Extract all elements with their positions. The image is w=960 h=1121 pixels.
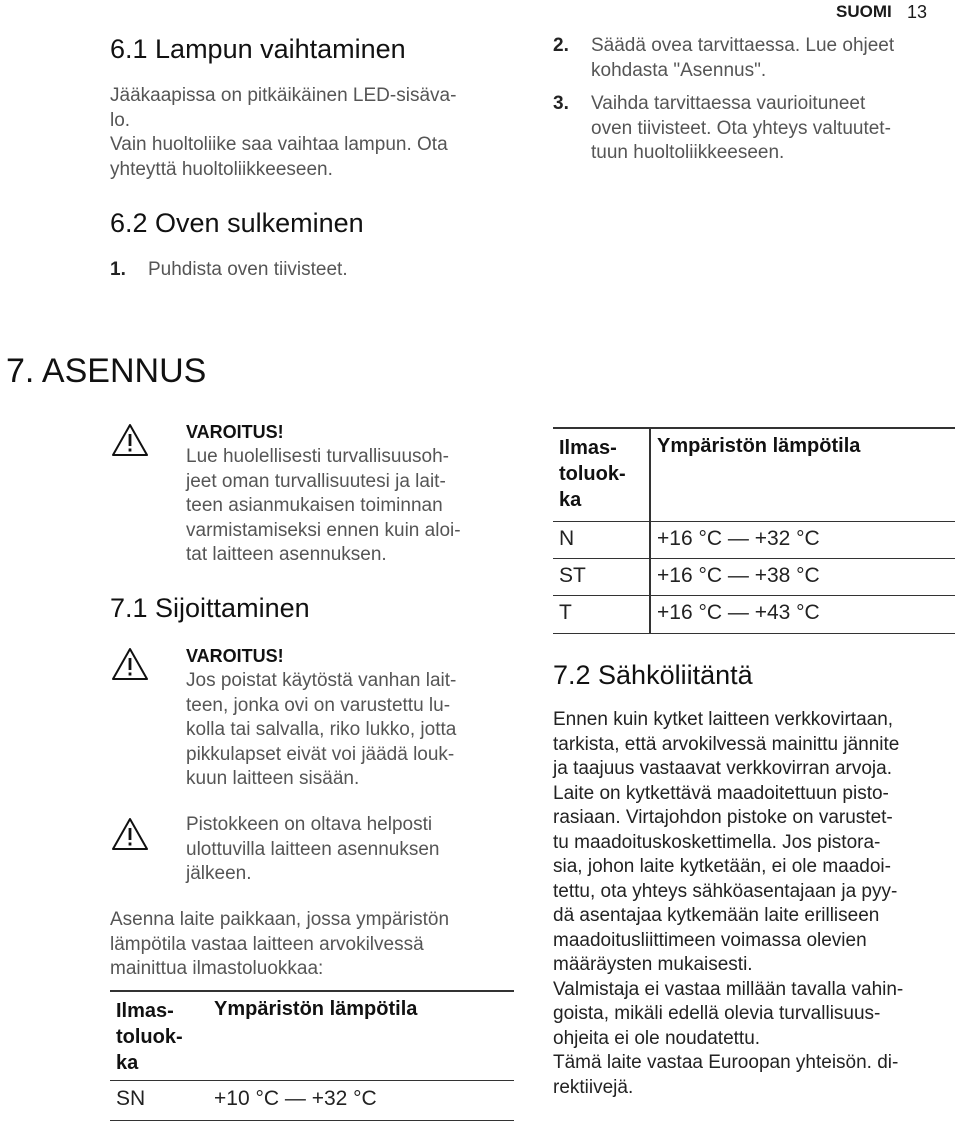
text-line: teen asianmukaisen toiminnan	[186, 495, 443, 516]
step-text: Puhdista oven tiivisteet.	[148, 259, 348, 280]
header-cell-class	[116, 998, 183, 1076]
section-6-2-title: 6.2 Oven sulkeminen	[110, 208, 364, 238]
text-line: Vain huoltoliike saa vaihtaa lampun. Ota	[110, 134, 448, 155]
warning-2-text	[186, 669, 516, 792]
step-text-line: oven tiivisteet. Ota yhteys valtuutet-	[591, 117, 891, 139]
header-line: toluok-	[116, 1026, 183, 1048]
header-line: toluok-	[559, 463, 626, 485]
text-line: dä asentajaa kytkemään laite erilliseen	[553, 905, 880, 926]
table-row	[553, 558, 955, 596]
text-line: ohjeita ei ole noudatettu.	[553, 1027, 761, 1049]
text-line: Laite on kytkettävä maadoitettuun pisto-	[553, 782, 889, 804]
warning-2-title: VAROITUS!	[186, 646, 284, 666]
step-number: 1.	[110, 259, 126, 280]
section-6-1-title: 6.1 Lampun vaihtaminen	[110, 34, 406, 64]
text-line: Tämä laite vastaa Euroopan yhteisön. di-	[553, 1052, 899, 1073]
warning-icon	[110, 422, 150, 458]
text-line: teen, jonka ovi on varustettu lu-	[186, 694, 451, 716]
step-number: 3.	[553, 93, 569, 114]
text-line: Ennen kuin kytket laitteen verkkovirtaan,	[553, 709, 894, 730]
text-line: jälkeen.	[186, 863, 252, 884]
text-line: tarkista, että arvokilvessä mainittu jännite	[553, 733, 900, 755]
warning-1-text	[186, 445, 516, 568]
section-7-2-title: 7.2 Sähköliitäntä	[553, 660, 753, 690]
text-line: Valmistaja ei vastaa millään tavalla vahin-	[553, 978, 904, 1000]
text-line: ulottuvilla laitteen asennuksen	[186, 838, 440, 860]
text-line: Asenna laite paikkaan, jossa ympäristön	[110, 909, 450, 930]
text-line: Lue huolellisesti turvallisuusoh-	[186, 446, 449, 467]
text-line: rektiivejä.	[553, 1076, 634, 1098]
header-cell-class	[559, 435, 626, 513]
text-line: tu maadoituskoskettimella. Jos pistora-	[553, 831, 881, 853]
table-header-row	[553, 429, 955, 521]
cell-temperature: +10 °C — +32 °C	[214, 1087, 377, 1110]
step-1	[110, 258, 530, 284]
text-line: ja taajuus vastaavat verkkovirran arvoja.	[553, 758, 892, 779]
text-line: goista, mikäli edellä olevia turvallisuus-	[553, 1003, 881, 1024]
step-text-line: kohdasta "Asennus".	[591, 59, 767, 81]
cell-class: N	[559, 527, 575, 550]
step-text-line: Säädä ovea tarvittaessa. Lue ohjeet	[591, 35, 895, 56]
placement-text	[110, 908, 530, 982]
text-line: sia, johon laite kytketään, ei ole maadoi-	[553, 856, 891, 877]
cell-temperature: +16 °C — +38 °C	[657, 564, 820, 587]
text-line: Jos poistat käytöstä vanhan lait-	[186, 670, 457, 691]
cell-temperature: +16 °C — +32 °C	[657, 527, 820, 550]
text-line: tat laitteen asennuksen.	[186, 544, 387, 565]
text-line: rasiaan. Virtajohdon pistoke on varustet-	[553, 807, 893, 828]
cell-temperature: +16 °C — +43 °C	[657, 601, 820, 624]
climate-class-table-right	[553, 427, 955, 634]
text-line: yhteyttä huoltoliikkeeseen.	[110, 158, 333, 180]
text-line: määräysten mukaisesti.	[553, 954, 753, 975]
table-header-row	[110, 992, 514, 1080]
text-line: kuun laitteen sisään.	[186, 768, 360, 789]
header-line: Ilmas-	[116, 1000, 174, 1022]
text-line: lämpötila vastaa laitteen arvokilvessä	[110, 933, 424, 955]
text-line: Jääkaapissa on pitkäikäinen LED-sisäva-	[110, 85, 457, 106]
warning-3-text	[186, 813, 516, 887]
header-cell-temperature: Ympäristön lämpötila	[657, 435, 861, 457]
text-line: maadoitusliittimeen voimassa olevien	[553, 929, 867, 951]
table-row	[110, 1080, 514, 1119]
text-line: varmistamiseksi ennen kuin aloi-	[186, 519, 461, 541]
cell-class: SN	[116, 1087, 146, 1110]
header-line: ka	[559, 489, 582, 511]
cell-class: ST	[559, 564, 586, 587]
step-2	[553, 34, 953, 86]
text-line: tettu, ota yhteys sähköasentajaan ja pyy-	[553, 880, 898, 902]
table-row	[553, 595, 955, 633]
table-row	[553, 521, 955, 559]
section-7-title: 7. ASENNUS	[6, 352, 207, 390]
section-7-1-title: 7.1 Sijoittaminen	[110, 593, 310, 623]
text-line: pikkulapset eivät voi jäädä louk-	[186, 743, 455, 765]
climate-class-table-left	[110, 990, 514, 1121]
warning-1-title: VAROITUS!	[186, 422, 284, 442]
header-cell-temperature: Ympäristön lämpötila	[214, 998, 418, 1020]
text-line: jeet oman turvallisuutesi ja lait-	[186, 470, 446, 492]
cell-class: T	[559, 601, 572, 624]
step-text-line: Vaihda tarvittaessa vaurioituneet	[591, 93, 866, 114]
warning-icon	[110, 646, 150, 682]
header-line: ka	[116, 1052, 139, 1074]
warning-icon	[110, 816, 150, 852]
text-line: Pistokkeen on oltava helposti	[186, 814, 433, 835]
header-line: Ilmas-	[559, 437, 617, 459]
step-number: 2.	[553, 35, 569, 56]
section-6-1-text	[110, 84, 530, 182]
text-line: kolla tai salvalla, riko lukko, jotta	[186, 719, 457, 740]
text-line: mainittua ilmastoluokkaa:	[110, 958, 324, 979]
language-label: SUOMI	[836, 2, 892, 21]
text-line: lo.	[110, 109, 131, 131]
step-3	[553, 92, 953, 168]
page-number: 13	[907, 2, 928, 22]
section-7-2-text	[553, 708, 958, 1100]
page-header	[800, 0, 960, 32]
step-text-line: tuun huoltoliikkeeseen.	[591, 142, 785, 163]
